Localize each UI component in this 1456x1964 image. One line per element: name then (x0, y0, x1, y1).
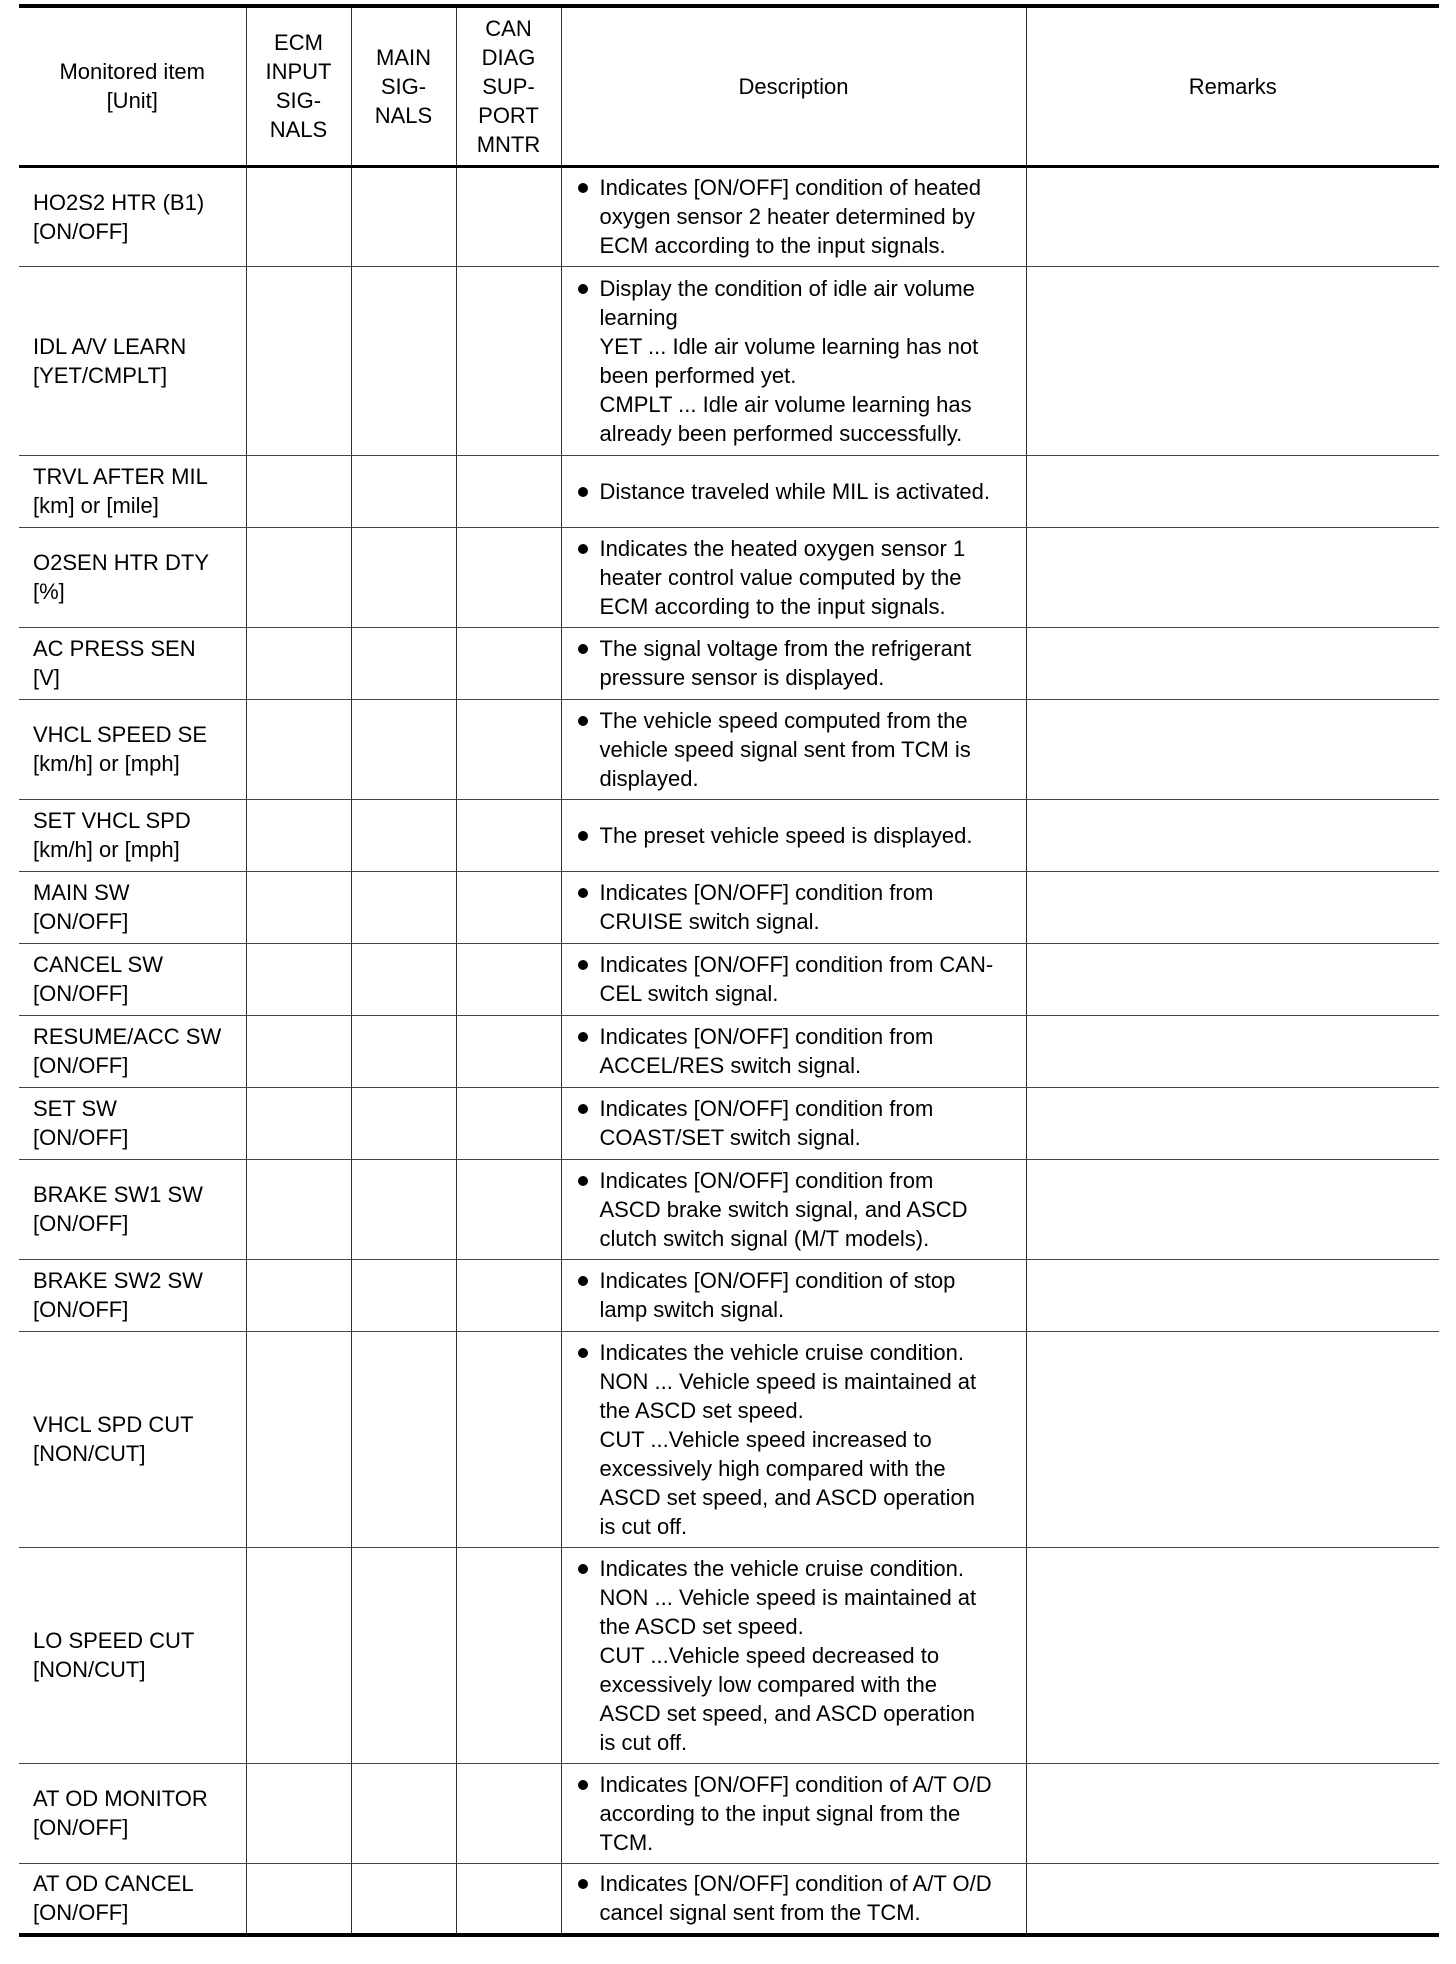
header-can-diag-support-mntr: CAN DIAG SUP- PORT MNTR (456, 6, 561, 166)
can-diag-support-mntr-cell (456, 799, 561, 871)
monitored-item-unit: [V] (33, 665, 60, 690)
monitored-item-name: SET VHCL SPD (33, 808, 191, 833)
description-line: TCM. (599, 1829, 654, 1855)
monitored-item-name: SET SW (33, 1096, 117, 1121)
monitor-items-table (19, 4, 1439, 1937)
main-signals-cell (351, 527, 456, 627)
can-diag-support-mntr-cell (456, 1863, 561, 1935)
ecm-input-signals-cell (246, 266, 351, 455)
description-line: NON ... Vehicle speed is maintained at (599, 1584, 977, 1610)
description-line: vehicle speed signal sent from TCM is (599, 736, 971, 762)
description-line: is cut off. (599, 1513, 688, 1539)
monitored-item-cell (19, 527, 246, 627)
monitored-item-unit: [ON/OFF] (33, 909, 129, 934)
table-row (19, 1331, 1439, 1547)
ecm-input-signals-cell (246, 527, 351, 627)
table-row (19, 943, 1439, 1015)
monitored-item-cell (19, 1763, 246, 1863)
monitored-item-unit: [km/h] or [mph] (33, 837, 180, 862)
bullet-item (578, 1094, 1020, 1152)
can-diag-support-mntr-cell (456, 1259, 561, 1331)
monitored-item-name: RESUME/ACC SW (33, 1024, 222, 1049)
description-cell (561, 799, 1026, 871)
remarks-cell (1026, 1159, 1439, 1259)
remarks-cell (1026, 1015, 1439, 1087)
description-line: Indicates [ON/OFF] condition from (599, 1024, 934, 1049)
description-line: The vehicle speed computed from the (599, 707, 968, 733)
bullet-item (578, 1166, 1020, 1253)
can-diag-support-mntr-cell (456, 627, 561, 699)
bullet-item (578, 1770, 1020, 1857)
description-line: The preset vehicle speed is displayed. (599, 822, 973, 848)
monitored-item-name: HO2S2 HTR (B1) (33, 189, 205, 215)
description-line: the ASCD set speed. (599, 1613, 804, 1639)
table-row (19, 1087, 1439, 1159)
bullet-item (578, 1338, 1020, 1541)
can-diag-support-mntr-cell (456, 1547, 561, 1763)
table-header-row (19, 6, 1439, 166)
description-line: CEL switch signal. (599, 981, 779, 1006)
description-line: Display the condition of idle air volume (599, 275, 975, 301)
remarks-cell (1026, 266, 1439, 455)
description-line: according to the input signal from the (599, 1800, 961, 1826)
monitored-item-cell (19, 871, 246, 943)
table-row (19, 1547, 1439, 1763)
description-line: NON ... Vehicle speed is maintained at (599, 1368, 977, 1394)
bullet-item (578, 1266, 1020, 1324)
can-diag-support-mntr-cell (456, 266, 561, 455)
monitored-item-name: AC PRESS SEN (33, 636, 196, 661)
can-diag-support-mntr-cell (456, 527, 561, 627)
description-line: Indicates [ON/OFF] condition of heated (599, 175, 982, 200)
main-signals-cell (351, 943, 456, 1015)
description-line: ECM according to the input signals. (599, 593, 946, 619)
monitored-item-cell (19, 166, 246, 266)
main-signals-cell (351, 1863, 456, 1935)
remarks-cell (1026, 1863, 1439, 1935)
can-diag-support-mntr-cell (456, 699, 561, 799)
ecm-input-signals-cell (246, 166, 351, 266)
description-line: CMPLT ... Idle air volume learning has (599, 391, 972, 417)
description-line: CUT ...Vehicle speed decreased to (599, 1642, 940, 1668)
monitored-item-name: O2SEN HTR DTY (33, 550, 210, 575)
description-line: oxygen sensor 2 heater determined by (599, 204, 975, 229)
table-row (19, 527, 1439, 627)
description-line: The signal voltage from the refrigerant (599, 636, 972, 661)
description-line: Indicates the vehicle cruise condition. (599, 1339, 964, 1365)
bullet-item (578, 706, 1020, 793)
description-line: YET ... Idle air volume learning has not (599, 333, 979, 359)
can-diag-support-mntr-cell (456, 1159, 561, 1259)
monitored-item-unit: [km] or [mile] (33, 493, 159, 518)
description-cell (561, 266, 1026, 455)
description-line: ACCEL/RES switch signal. (599, 1053, 862, 1078)
monitored-item-cell (19, 943, 246, 1015)
description-line: Indicates [ON/OFF] condition of A/T O/D (599, 1871, 992, 1897)
description-cell (561, 1763, 1026, 1863)
bullet-item (578, 274, 1020, 448)
ecm-input-signals-cell (246, 1547, 351, 1763)
main-signals-cell (351, 627, 456, 699)
description-cell (561, 1087, 1026, 1159)
description-line: Indicates the heated oxygen sensor 1 (599, 535, 966, 561)
remarks-cell (1026, 627, 1439, 699)
monitored-item-name: AT OD MONITOR (33, 1786, 208, 1811)
description-line: CUT ...Vehicle speed increased to (599, 1426, 932, 1452)
description-line: heater control value computed by the (599, 564, 962, 590)
description-line: CRUISE switch signal. (599, 909, 820, 934)
description-line: clutch switch signal (M/T models). (599, 1225, 930, 1251)
description-line: the ASCD set speed. (599, 1397, 804, 1423)
monitored-item-cell (19, 1547, 246, 1763)
monitored-item-cell (19, 455, 246, 527)
monitored-item-name: IDL A/V LEARN (33, 333, 187, 359)
ecm-input-signals-cell (246, 1763, 351, 1863)
description-line: ASCD brake switch signal, and ASCD (599, 1196, 968, 1222)
description-line: displayed. (599, 765, 699, 791)
ecm-input-signals-cell (246, 627, 351, 699)
can-diag-support-mntr-cell (456, 1331, 561, 1547)
description-line: Indicates [ON/OFF] condition of stop (599, 1268, 956, 1293)
main-signals-cell (351, 1259, 456, 1331)
monitored-item-cell (19, 1863, 246, 1935)
description-cell (561, 943, 1026, 1015)
main-signals-cell (351, 1547, 456, 1763)
main-signals-cell (351, 1763, 456, 1863)
table-row (19, 627, 1439, 699)
table-row (19, 266, 1439, 455)
can-diag-support-mntr-cell (456, 455, 561, 527)
main-signals-cell (351, 1331, 456, 1547)
monitored-item-name: BRAKE SW1 SW (33, 1182, 203, 1207)
monitored-item-unit: [ON/OFF] (33, 1815, 129, 1840)
bullet-item (578, 1022, 1020, 1080)
monitored-item-name: BRAKE SW2 SW (33, 1268, 203, 1293)
bullet-item (578, 634, 1020, 692)
monitored-item-name: TRVL AFTER MIL (33, 464, 208, 489)
table-row (19, 455, 1439, 527)
description-line: been performed yet. (599, 362, 797, 388)
description-cell (561, 1331, 1026, 1547)
table-row (19, 1159, 1439, 1259)
table-row (19, 1863, 1439, 1935)
table-row (19, 166, 1439, 266)
monitored-item-unit: [NON/CUT] (33, 1441, 146, 1466)
remarks-cell (1026, 527, 1439, 627)
can-diag-support-mntr-cell (456, 1763, 561, 1863)
can-diag-support-mntr-cell (456, 1087, 561, 1159)
description-line: learning (599, 304, 678, 330)
description-cell (561, 1547, 1026, 1763)
description-line: Distance traveled while MIL is activated. (599, 478, 990, 504)
monitored-item-name: AT OD CANCEL (33, 1871, 194, 1897)
remarks-cell (1026, 699, 1439, 799)
header-main-signals: MAIN SIG- NALS (351, 6, 456, 166)
main-signals-cell (351, 799, 456, 871)
main-signals-cell (351, 1159, 456, 1259)
monitored-item-cell (19, 1159, 246, 1259)
bullet-item (578, 950, 1020, 1008)
description-line: already been performed successfully. (599, 420, 963, 446)
description-cell (561, 166, 1026, 266)
description-line: Indicates [ON/OFF] condition from (599, 1096, 934, 1121)
can-diag-support-mntr-cell (456, 1015, 561, 1087)
monitored-item-unit: [ON/OFF] (33, 218, 129, 244)
description-cell (561, 1863, 1026, 1935)
main-signals-cell (351, 871, 456, 943)
description-cell (561, 455, 1026, 527)
monitored-item-name: MAIN SW (33, 880, 130, 905)
description-line: cancel signal sent from the TCM. (599, 1900, 921, 1926)
bullet-item (578, 1554, 1020, 1757)
remarks-cell (1026, 799, 1439, 871)
remarks-cell (1026, 1547, 1439, 1763)
description-line: Indicates [ON/OFF] condition from (599, 880, 934, 905)
description-line: Indicates the vehicle cruise condition. (599, 1555, 964, 1581)
monitored-item-unit: [ON/OFF] (33, 1297, 129, 1322)
monitored-item-unit: [ON/OFF] (33, 1125, 129, 1150)
monitored-item-name: LO SPEED CUT (33, 1628, 195, 1653)
ecm-input-signals-cell (246, 1331, 351, 1547)
description-line: Indicates [ON/OFF] condition from CAN- (599, 952, 994, 977)
table-body (19, 166, 1439, 1935)
monitored-item-cell (19, 627, 246, 699)
description-cell (561, 1015, 1026, 1087)
table-row (19, 1763, 1439, 1863)
monitored-item-unit: [%] (33, 579, 65, 604)
monitored-item-name: VHCL SPD CUT (33, 1412, 194, 1437)
header-remarks: Remarks (1026, 6, 1439, 166)
description-cell (561, 1259, 1026, 1331)
description-cell (561, 699, 1026, 799)
description-cell (561, 871, 1026, 943)
remarks-cell (1026, 943, 1439, 1015)
monitored-item-unit: [km/h] or [mph] (33, 751, 180, 776)
ecm-input-signals-cell (246, 1259, 351, 1331)
description-line: ECM according to the input signals. (599, 233, 946, 258)
description-line: excessively high compared with the (599, 1455, 946, 1481)
bullet-item (578, 173, 1020, 260)
main-signals-cell (351, 1087, 456, 1159)
monitored-item-cell (19, 1331, 246, 1547)
description-line: COAST/SET switch signal. (599, 1125, 861, 1150)
ecm-input-signals-cell (246, 455, 351, 527)
monitored-item-unit: [NON/CUT] (33, 1657, 146, 1682)
monitored-item-unit: [ON/OFF] (33, 981, 129, 1006)
bullet-item (578, 1869, 1020, 1927)
can-diag-support-mntr-cell (456, 871, 561, 943)
description-line: pressure sensor is displayed. (599, 665, 885, 690)
bullet-item (578, 878, 1020, 936)
header-monitored-item: Monitored item [Unit] (19, 6, 246, 166)
document-page (19, 4, 1439, 1937)
ecm-input-signals-cell (246, 871, 351, 943)
can-diag-support-mntr-cell (456, 166, 561, 266)
ecm-input-signals-cell (246, 1015, 351, 1087)
main-signals-cell (351, 699, 456, 799)
monitored-item-unit: [ON/OFF] (33, 1211, 129, 1236)
monitored-item-cell (19, 266, 246, 455)
monitored-item-unit: [ON/OFF] (33, 1900, 129, 1926)
can-diag-support-mntr-cell (456, 943, 561, 1015)
description-line: lamp switch signal. (599, 1297, 785, 1322)
description-line: Indicates [ON/OFF] condition from (599, 1167, 934, 1193)
description-cell (561, 1159, 1026, 1259)
remarks-cell (1026, 1331, 1439, 1547)
remarks-cell (1026, 1763, 1439, 1863)
ecm-input-signals-cell (246, 943, 351, 1015)
bullet-item (578, 821, 1020, 850)
remarks-cell (1026, 455, 1439, 527)
monitored-item-cell (19, 1015, 246, 1087)
main-signals-cell (351, 266, 456, 455)
description-cell (561, 527, 1026, 627)
table-row (19, 871, 1439, 943)
table-row (19, 1015, 1439, 1087)
header-description: Description (561, 6, 1026, 166)
main-signals-cell (351, 166, 456, 266)
remarks-cell (1026, 1259, 1439, 1331)
monitored-item-cell (19, 1087, 246, 1159)
remarks-cell (1026, 871, 1439, 943)
ecm-input-signals-cell (246, 799, 351, 871)
description-line: ASCD set speed, and ASCD operation (599, 1700, 975, 1726)
main-signals-cell (351, 455, 456, 527)
remarks-cell (1026, 166, 1439, 266)
description-line: excessively low compared with the (599, 1671, 937, 1697)
description-line: is cut off. (599, 1729, 688, 1755)
monitored-item-name: CANCEL SW (33, 952, 163, 977)
monitored-item-cell (19, 799, 246, 871)
ecm-input-signals-cell (246, 699, 351, 799)
monitored-item-cell (19, 1259, 246, 1331)
table-row (19, 699, 1439, 799)
description-cell (561, 627, 1026, 699)
header-ecm-input-signals: ECM INPUT SIG- NALS (246, 6, 351, 166)
remarks-cell (1026, 1087, 1439, 1159)
description-line: ASCD set speed, and ASCD operation (599, 1484, 975, 1510)
monitored-item-cell (19, 699, 246, 799)
monitored-item-name: VHCL SPEED SE (33, 722, 208, 747)
table-row (19, 1259, 1439, 1331)
main-signals-cell (351, 1015, 456, 1087)
description-line: Indicates [ON/OFF] condition of A/T O/D (599, 1771, 992, 1797)
monitored-item-unit: [ON/OFF] (33, 1053, 129, 1078)
ecm-input-signals-cell (246, 1863, 351, 1935)
table-row (19, 799, 1439, 871)
ecm-input-signals-cell (246, 1087, 351, 1159)
ecm-input-signals-cell (246, 1159, 351, 1259)
monitored-item-unit: [YET/CMPLT] (33, 362, 168, 388)
bullet-item (578, 534, 1020, 621)
bullet-item (578, 477, 1020, 506)
